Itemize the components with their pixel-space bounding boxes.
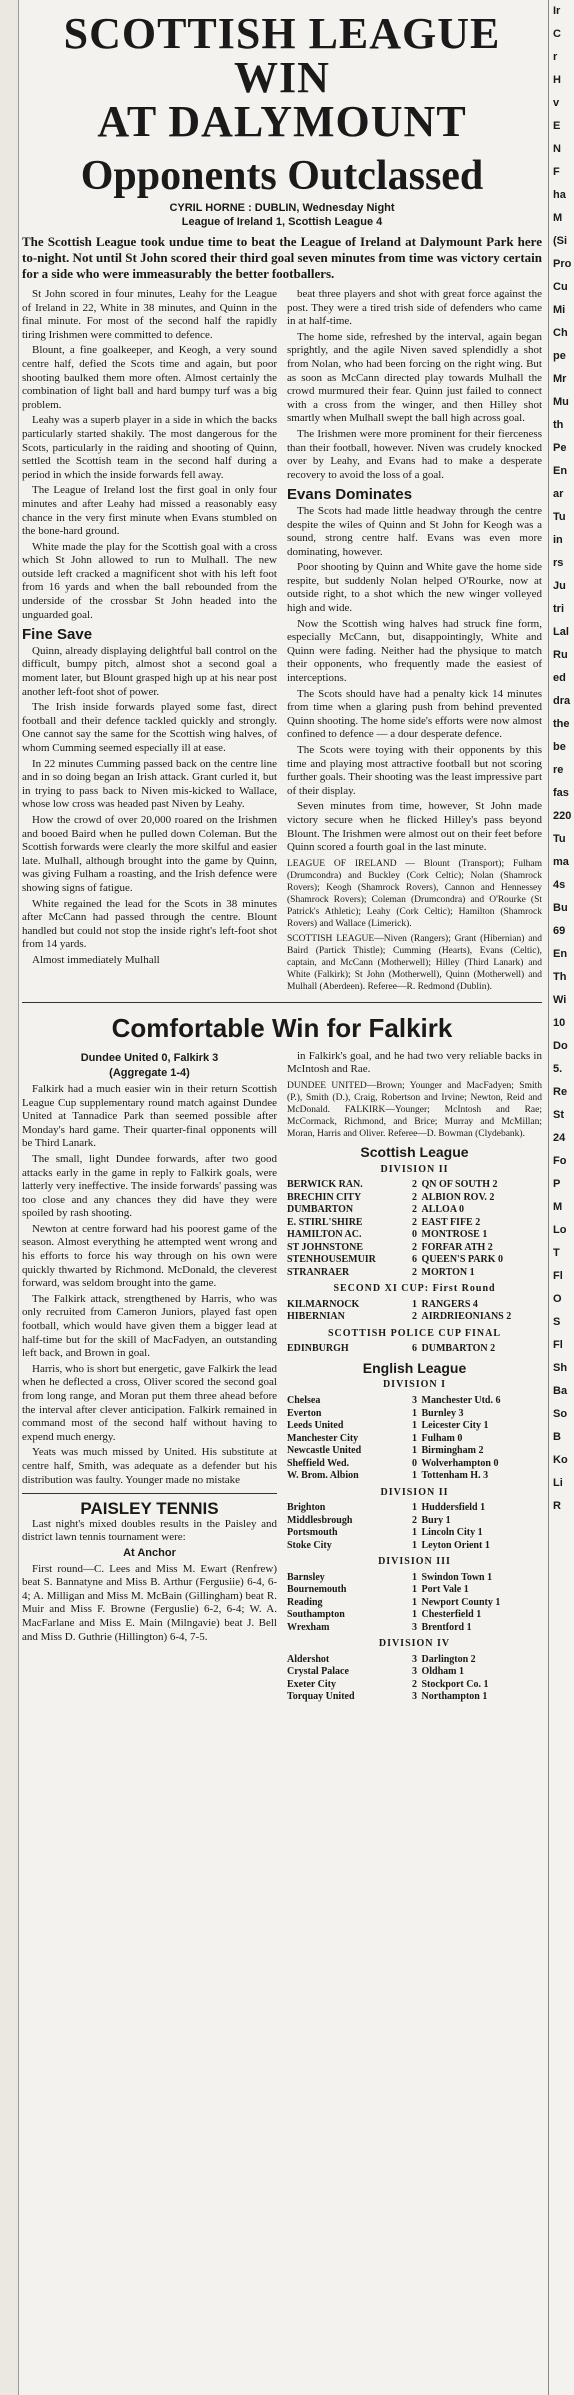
away-team-score: Oldham 1 xyxy=(421,1666,465,1678)
edge-fragment: H xyxy=(553,74,561,86)
home-score: 1 xyxy=(412,1539,417,1551)
result-row xyxy=(287,1420,542,1433)
home-score: 1 xyxy=(412,1407,417,1419)
result-row xyxy=(287,1408,542,1421)
cup-label: SCOTTISH POLICE CUP FINAL xyxy=(327,1327,502,1339)
edge-fragment: Li xyxy=(553,1477,563,1489)
edge-fragment: ma xyxy=(553,856,569,868)
falkirk-score: Dundee United 0, Falkirk 3 xyxy=(80,1051,219,1064)
result-row xyxy=(287,1267,542,1280)
main-column xyxy=(22,0,542,2395)
home-score: 3 xyxy=(412,1621,417,1633)
away-team-score: ALLOA 0 xyxy=(421,1204,465,1216)
away-team-score: RANGERS 4 xyxy=(421,1298,478,1310)
home-score: 0 xyxy=(412,1457,417,1469)
edge-fragment: E xyxy=(553,120,561,132)
adjacent-column-fragment xyxy=(548,0,574,2395)
edge-fragment: 10 xyxy=(553,1017,566,1029)
paragraph: Yeats was much missed by United. His substitute at centre half, Smith, was adequate as a defender but his distribution was faulty. Younger made no mistake xyxy=(22,1446,277,1486)
team-lineup: SCOTTISH LEAGUE—Niven (Rangers); Grant (Hibernian) and Baird (Partick Thistle); Cumming (Hearts), Evans (Celtic), captain, and McCann (Motherwell); Hilley (Third Lanark) and White (Falkirk); St John (Motherwell), Quinn (Motherwell) and Mulhall (Aberdeen). Referee—R. Redmond (Dublin). xyxy=(287,933,542,992)
home-score: 2 xyxy=(412,1241,417,1253)
division-4-results xyxy=(287,1654,542,1704)
home-score: 6 xyxy=(412,1343,417,1355)
edge-fragment: Cu xyxy=(553,281,568,293)
paragraph: St John scored in four minutes, Leahy for the League of Ireland in 22, White in 38 minutes, and Quinn in the final minute. For most of the second half the rapidly tiring Irishmen were committed to defence. xyxy=(22,288,277,341)
home-score: 3 xyxy=(412,1395,417,1406)
paragraph: How the crowd of over 20,000 roared on the Irishmen and booed Baird when he pulled down Coleman. But the Scottish forwards were clearly the more skilful and easier late. Mulhall, although brought into the game by Quinn, was giving Fulham a roasting, and the Irish defence were showing signs of fatigue. xyxy=(22,813,277,894)
edge-fragment: Bu xyxy=(553,902,568,914)
home-score: 6 xyxy=(412,1254,417,1266)
result-row xyxy=(287,1666,542,1679)
paragraph: The Irishmen were more prominent for their fierceness than their football, however. Niven was crudely knocked over by Leahy, and Evans had to make a desperate recovery to avoid the loss of a goal. xyxy=(287,427,542,481)
paragraph: The Scots were toying with their opponents by this time and playing most attractive football but not scoring further goals. Their shooting was the least impressive part of their display. xyxy=(287,744,542,797)
article-column-left xyxy=(22,288,277,996)
paragraph: in Falkirk's goal, and he had two very reliable backs in McIntosh and Rae. xyxy=(287,1049,542,1076)
edge-fragment: rs xyxy=(553,557,564,569)
result-row xyxy=(287,1597,542,1610)
edge-fragment: ed xyxy=(553,672,566,684)
edge-fragment: Ir xyxy=(553,5,561,17)
home-score: 2 xyxy=(412,1266,417,1278)
result-row xyxy=(287,1679,542,1692)
result-row xyxy=(287,1458,542,1471)
edge-fragment: Th xyxy=(553,971,567,983)
away-team-score: QN OF SOUTH 2 xyxy=(421,1179,498,1191)
away-team-score: Darlington 2 xyxy=(421,1653,476,1665)
paragraph: Blount, a fine goalkeeper, and Keogh, a very sound centre half, defied the Scots time and again, but poor shooting baulked them more often. Almost certainly the combination of light ball and hard bumpy turf was a big problem. xyxy=(22,344,277,411)
kicker-headline: Opponents Outclassed xyxy=(80,153,484,199)
home-team: Barnsley xyxy=(287,1571,325,1583)
edge-fragment: Ju xyxy=(553,580,566,592)
lower-columns xyxy=(22,1050,542,1704)
away-team-score: Chesterfield 1 xyxy=(421,1609,482,1621)
paragraph: Leahy was a superb player in a side in which the backs particularly started shakily. The most dangerous for the Scots, particularly in the raiding and shooting of Quinn, settled the Scottish team in the second half during a period in which the inside forwards fell away. xyxy=(22,414,277,481)
edge-fragment: Tu xyxy=(553,833,566,845)
edge-fragment: Fl xyxy=(553,1270,563,1282)
edge-fragment: Ko xyxy=(553,1454,568,1466)
edge-fragment: Mi xyxy=(553,304,566,316)
edge-fragment: be xyxy=(553,741,566,753)
edge-fragment: Do xyxy=(553,1040,568,1052)
home-team: W. Brom. Albion xyxy=(287,1470,359,1481)
subheading: Fine Save xyxy=(22,626,93,644)
home-team: HAMILTON AC. xyxy=(287,1229,362,1241)
home-team: Leeds United xyxy=(287,1420,344,1431)
home-team: Crystal Palace xyxy=(287,1666,349,1678)
edge-fragment: (Si xyxy=(553,235,568,247)
left-gutter xyxy=(0,0,19,2395)
result-row xyxy=(287,1527,542,1540)
result-row xyxy=(287,1654,542,1667)
edge-fragment: Lal xyxy=(553,626,569,638)
tennis-intro: Last night's mixed doubles results in the Paisley and district lawn tennis tournament were: xyxy=(22,1517,277,1544)
main-headline xyxy=(22,9,542,146)
division-label: DIVISION III xyxy=(378,1556,451,1568)
edge-fragment: 5. xyxy=(553,1063,563,1075)
result-row xyxy=(287,1217,542,1230)
home-score: 1 xyxy=(412,1571,417,1583)
away-team-score: Birmingham 2 xyxy=(421,1445,484,1456)
edge-fragment: 220 xyxy=(553,810,572,822)
home-team: Middlesbrough xyxy=(287,1514,353,1526)
home-score: 2 xyxy=(412,1179,417,1191)
home-score: 1 xyxy=(412,1502,417,1514)
edge-fragment: Sh xyxy=(553,1362,568,1374)
result-row xyxy=(287,1502,542,1515)
edge-fragment: T xyxy=(553,1247,560,1259)
result-row xyxy=(287,1311,542,1324)
result-row xyxy=(287,1299,542,1312)
home-score: 2 xyxy=(412,1678,417,1690)
edge-fragment: St xyxy=(553,1109,564,1121)
away-team-score: Wolverhampton 0 xyxy=(421,1457,499,1469)
result-row xyxy=(287,1470,542,1483)
edge-fragment: Mr xyxy=(553,373,567,385)
divider xyxy=(22,1493,277,1494)
away-team-score: Northampton 1 xyxy=(421,1691,488,1703)
result-row xyxy=(287,1192,542,1205)
paragraph: beat three players and shot with great force against the post. They were a tired trish side of defenders who came in at half-time. xyxy=(287,288,542,328)
paragraph: Harris, who is short but energetic, gave Falkirk the lead when he deflected a cross, Oliver scored the second goal from long range, and Moran put them three ahead before the interval after clever anticipation. Falkirk remained in command most of the second half without having to expend much energy. xyxy=(22,1362,277,1443)
match-result: League of Ireland 1, Scottish League 4 xyxy=(181,216,383,228)
edge-fragment: C xyxy=(553,28,561,40)
away-team-score: MONTROSE 1 xyxy=(421,1229,488,1241)
tennis-subheading: At Anchor xyxy=(123,1546,176,1559)
edge-fragment: Re xyxy=(553,1086,568,1098)
home-team: BERWICK RAN. xyxy=(287,1179,363,1191)
home-team: Aldershot xyxy=(287,1653,330,1665)
edge-fragment: v xyxy=(553,97,560,109)
away-team-score: Stockport Co. 1 xyxy=(421,1678,489,1690)
second-xi-results xyxy=(287,1299,542,1324)
home-team: EDINBURGH xyxy=(287,1343,349,1355)
home-team: Reading xyxy=(287,1596,323,1608)
home-score: 2 xyxy=(412,1204,417,1216)
paragraph: White made the play for the Scottish goal with a cross which St John allowed to run to Mulhall. The new outside left cracked a magnificent shot with his left foot from 16 yards and when the ball rebounded from the underside of the crossbar St John headed into the unguarded goal. xyxy=(22,540,277,621)
edge-fragment: O xyxy=(553,1293,562,1305)
result-row xyxy=(287,1515,542,1528)
result-row xyxy=(287,1343,542,1356)
away-team-score: Leyton Orient 1 xyxy=(421,1539,490,1551)
away-team-score: Burnley 3 xyxy=(421,1407,464,1419)
edge-fragment: Tu xyxy=(553,511,566,523)
article-columns xyxy=(22,288,542,996)
edge-fragment: F xyxy=(553,166,560,178)
edge-fragment: S xyxy=(553,1316,561,1328)
divider xyxy=(22,1002,542,1003)
result-row xyxy=(287,1540,542,1553)
headline-line-1: SCOTTISH LEAGUE WIN xyxy=(63,9,501,102)
lead-paragraph: The Scottish League took undue time to beat the League of Ireland at Dalymount Park here to-night. Not until St John scored their third goal seven minutes from time was victory certain for a side who were immeasurably the better footballers. xyxy=(22,234,542,281)
byline: CYRIL HORNE : DUBLIN, Wednesday Night xyxy=(169,202,395,214)
edge-fragment: Ru xyxy=(553,649,568,661)
edge-fragment: N xyxy=(553,143,561,155)
result-row xyxy=(287,1445,542,1458)
subheading: Evans Dominates xyxy=(287,486,413,504)
division-1-results xyxy=(287,1395,542,1483)
home-team: ST JOHNSTONE xyxy=(287,1241,364,1253)
home-score: 2 xyxy=(412,1216,417,1228)
paragraph: Quinn, already displaying delightful ball control on the difficult, bumpy pitch, almost shot a second goal a moment later, but Blount grasped high up at his near post another left-foot shot of power. xyxy=(22,644,277,698)
scottish-results xyxy=(287,1179,542,1279)
result-row xyxy=(287,1433,542,1446)
home-team: Manchester City xyxy=(287,1432,359,1444)
falkirk-headline: Comfortable Win for Falkirk xyxy=(111,1012,453,1043)
result-row xyxy=(287,1584,542,1597)
home-team: KILMARNOCK xyxy=(287,1298,360,1310)
edge-fragment: the xyxy=(553,718,570,730)
edge-fragment: ar xyxy=(553,488,564,500)
away-team-score: Manchester Utd. 6 xyxy=(421,1395,501,1406)
home-team: Southampton xyxy=(287,1609,345,1621)
result-row xyxy=(287,1609,542,1622)
home-score: 1 xyxy=(412,1445,417,1456)
home-score: 1 xyxy=(412,1420,417,1431)
home-score: 1 xyxy=(412,1298,417,1310)
home-team: STENHOUSEMUIR xyxy=(287,1254,376,1266)
results-column xyxy=(287,1050,542,1704)
away-team-score: Brentford 1 xyxy=(421,1621,472,1633)
home-score: 2 xyxy=(412,1311,417,1323)
paragraph: Newton at centre forward had his poorest game of the season. Almost everything he attempted went wrong and his efforts to force his way through on his own were quickly thwarted by Richmond. McDonald, the cleverest forward, was seldom brought into the game. xyxy=(22,1222,277,1290)
paragraph: White regained the lead for the Scots in 38 minutes after McCann had passed through the centre. Blount handled but could not stop the inside right's left-foot shot from 14 yards. xyxy=(22,897,277,951)
home-score: 2 xyxy=(412,1514,417,1526)
team-lineup: LEAGUE OF IRELAND — Blount (Transport); Fulham (Drumcondra) and Buckley (Cork Celtic); Nolan (Shamrock Rovers); Keogh (Shamrock Rovers), Cannon and Hennessey (Shamrock Rovers); Coleman (Drumcondra) and O'Rourke (St Patrick's Athletic); Leahy (Cork Celtic); Hamilton (Shamrock Rovers) and Wallace (Limerick). xyxy=(287,858,542,929)
edge-fragment: P xyxy=(553,1178,561,1190)
away-team-score: DUMBARTON 2 xyxy=(421,1343,496,1355)
police-cup-results xyxy=(287,1343,542,1356)
edge-fragment: Pe xyxy=(553,442,567,454)
paragraph: In 22 minutes Cumming passed back on the centre line and in so doing began an Irish attack. Grant curled it, but in trying to pass back to Niven mis-kicked to Wallace, whose low cross was headed past Niven by Leahy. xyxy=(22,757,277,811)
edge-fragment: So xyxy=(553,1408,568,1420)
home-team: Stoke City xyxy=(287,1539,332,1551)
home-team: Sheffield Wed. xyxy=(287,1457,350,1469)
edge-fragment: M xyxy=(553,212,563,224)
home-score: 1 xyxy=(412,1432,417,1444)
edge-fragment: Mu xyxy=(553,396,569,408)
home-team: Bournemouth xyxy=(287,1584,347,1596)
paragraph: Almost immediately Mulhall xyxy=(32,953,160,966)
home-team: HIBERNIAN xyxy=(287,1311,345,1323)
division-label: DIVISION II xyxy=(380,1486,449,1498)
edge-fragment: pe xyxy=(553,350,566,362)
away-team-score: EAST FIFE 2 xyxy=(421,1216,481,1228)
edge-fragment: 24 xyxy=(553,1132,566,1144)
away-team-score: Leicester City 1 xyxy=(421,1420,489,1431)
home-team: Portsmouth xyxy=(287,1527,338,1539)
away-team-score: Lincoln City 1 xyxy=(421,1527,483,1539)
division-label: DIVISION II xyxy=(380,1163,449,1175)
edge-fragment: in xyxy=(553,534,563,546)
home-team: BRECHIN CITY xyxy=(287,1191,362,1203)
scottish-league-heading: Scottish League xyxy=(360,1143,469,1160)
home-team: Exeter City xyxy=(287,1678,336,1690)
result-row xyxy=(287,1572,542,1585)
edge-fragment: Fl xyxy=(553,1339,563,1351)
away-team-score: ALBION ROV. 2 xyxy=(421,1191,495,1203)
falkirk-column xyxy=(22,1050,277,1704)
home-score: 1 xyxy=(412,1609,417,1621)
result-row xyxy=(287,1242,542,1255)
paragraph: Seven minutes from time, however, St John made victory secure when he flicked Hilley's pass beyond Blount. The Irishmen were almost out on their feet before Quinn scored a fourth goal in the last minute. xyxy=(287,800,542,854)
paragraph: The Scots had made little headway through the centre despite the wiles of Quinn and St John for Keogh was a sound, strong centre half. Evans was even more dominating, however. xyxy=(287,504,542,558)
home-team: Everton xyxy=(287,1407,322,1419)
away-team-score: Swindon Town 1 xyxy=(421,1571,493,1583)
home-team: E. STIRL'SHIRE xyxy=(287,1216,363,1228)
paragraph: The small, light Dundee forwards, after two good attacks early in the game in reply to Falkirk goals, were latterly very ineffective. The inside forwards' passing was too close and any chances they did have they were spoiled by rash shooting. xyxy=(22,1152,277,1220)
falkirk-aggregate: (Aggregate 1-4) xyxy=(109,1067,190,1080)
away-team-score: Bury 1 xyxy=(421,1514,451,1526)
tennis-results: First round—C. Lees and Miss M. Ewart (Renfrew) beat S. Bannatyne and Miss B. Arthur (Fergusiie) 6-4, 6-4; A. Milligan and Miss M. McBain (Gillingham) beat R. Muir and Miss F. Browne (Ferguslie) 6-2, 6-4; W. A. MacFarlane and Miss E. Main (Milngavie) beat J. Bell and Miss D. Guthrie (Hillington) 6-4, 7-5. xyxy=(22,1562,277,1643)
paragraph: Falkirk had a much easier win in their return Scottish League Cup supplementary round match against Dundee United at Tannadice Park than seemed possible after Monday's hard game. Their quarter-final opponents will be Third Lanark. xyxy=(22,1082,277,1150)
edge-fragment: En xyxy=(553,948,568,960)
result-row xyxy=(287,1229,542,1242)
paragraph: The Falkirk attack, strengthened by Harris, who was only recruited from Cameron Juniors, played fast open football, which would have given them a bigger lead at half-time but for the skill of MacFadyen, an outstanding left back, and Brown in goal. xyxy=(22,1292,277,1360)
edge-fragment: r xyxy=(553,51,558,63)
edge-fragment: Wi xyxy=(553,994,567,1006)
edge-fragment: En xyxy=(553,465,568,477)
away-team-score: Newport County 1 xyxy=(421,1596,501,1608)
result-row xyxy=(287,1179,542,1192)
edge-fragment: re xyxy=(553,764,564,776)
edge-fragment: B xyxy=(553,1431,561,1443)
paragraph: The home side, refreshed by the interval, again began sprightly, and the agile Niven saved splendidly a shot from Nolan, who had been forcing on the right wing. But as soon as McCann directed play towards Mulhall the crowd murmured their fear. Quinn just failed to connect with a cross from the winger, and then Hilley shot smartly when Mulhall swept the ball high across goal. xyxy=(287,330,542,425)
home-team: STRANRAER xyxy=(287,1266,350,1278)
paragraph: Now the Scottish wing halves had struck fine form, especially McCann, but, disappointingly, White and Quinn were fading. Neither had the physique to match their opponents, who frequently made the easiest of interceptions. xyxy=(287,617,542,685)
home-team: Wrexham xyxy=(287,1621,330,1633)
division-2-results xyxy=(287,1502,542,1552)
edge-fragment: fas xyxy=(553,787,569,799)
home-score: 1 xyxy=(412,1527,417,1539)
home-team: Newcastle United xyxy=(287,1445,362,1456)
result-row xyxy=(287,1395,542,1408)
home-team: Torquay United xyxy=(287,1691,355,1703)
home-score: 3 xyxy=(412,1666,417,1678)
edge-fragment: Ch xyxy=(553,327,568,339)
edge-fragment: Pro xyxy=(553,258,572,270)
result-row xyxy=(287,1254,542,1267)
edge-fragment: R xyxy=(553,1500,561,1512)
home-score: 1 xyxy=(412,1470,417,1481)
edge-fragment: Ba xyxy=(553,1385,568,1397)
tennis-headline: PAISLEY TENNIS xyxy=(80,1499,219,1519)
home-team: Brighton xyxy=(287,1502,326,1514)
result-row xyxy=(287,1622,542,1635)
home-score: 1 xyxy=(412,1596,417,1608)
edge-fragment: M xyxy=(553,1201,563,1213)
cup-label: SECOND XI CUP: First Round xyxy=(333,1283,496,1295)
home-score: 0 xyxy=(412,1229,417,1241)
away-team-score: FORFAR ATH 2 xyxy=(421,1241,493,1253)
away-team-score: QUEEN'S PARK 0 xyxy=(421,1254,503,1266)
home-team: Chelsea xyxy=(287,1395,321,1406)
away-team-score: AIRDRIEONIANS 2 xyxy=(421,1311,512,1323)
result-row xyxy=(287,1204,542,1217)
team-lineup: DUNDEE UNITED—Brown; Younger and MacFadyen; Smith (P.), Smith (D.), Craig, Robertson and Irvine; Newton, Reid and McDonald. FALKIRK—Younger; McIntosh and Rae; McCormack, Richmond, and Brice; Murray and McMillan; Moran, Harris and Oliver. Referee—D. Bowman (Clydebank). xyxy=(287,1080,542,1139)
paragraph: The Irish inside forwards played some fast, direct football and their defence tackled quickly and strongly. One cannot say the same for the Scottish wing halves, of whom Cumming seemed especially ill at ease. xyxy=(22,701,277,754)
home-score: 1 xyxy=(412,1584,417,1596)
division-label: DIVISION IV xyxy=(378,1638,451,1650)
edge-fragment: ha xyxy=(553,189,566,201)
home-team: DUMBARTON xyxy=(287,1204,354,1216)
article-column-right xyxy=(287,288,542,996)
home-score: 3 xyxy=(412,1653,417,1665)
edge-fragment: tri xyxy=(553,603,564,615)
home-score: 2 xyxy=(412,1191,417,1203)
division-3-results xyxy=(287,1572,542,1635)
edge-fragment: Fo xyxy=(553,1155,567,1167)
away-team-score: Fulham 0 xyxy=(421,1432,463,1444)
result-row xyxy=(287,1691,542,1704)
headline-line-2: AT DALYMOUNT xyxy=(97,97,467,146)
paragraph: The Scots should have had a penalty kick 14 minutes from time when a glaring push from behind prevented Quinn shooting. The home side's efforts were now almost confined to defence — a dour desperate defence. xyxy=(287,687,542,741)
english-league-heading: English League xyxy=(362,1359,467,1376)
away-team-score: Tottenham H. 3 xyxy=(421,1470,489,1481)
division-label: DIVISION I xyxy=(382,1379,447,1391)
paragraph: The League of Ireland lost the first goal in only four minutes and after Leahy had missed a reasonably easy chance in the very first minute when Evans stumbled on the bone-hard ground. xyxy=(22,484,277,538)
edge-fragment: 69 xyxy=(553,925,566,937)
away-team-score: Port Vale 1 xyxy=(421,1584,469,1596)
away-team-score: MORTON 1 xyxy=(421,1266,475,1278)
edge-fragment: dra xyxy=(553,695,571,707)
away-team-score: Huddersfield 1 xyxy=(421,1502,486,1514)
home-score: 3 xyxy=(412,1691,417,1703)
edge-fragment: 4s xyxy=(553,879,566,891)
edge-fragment: Lo xyxy=(553,1224,567,1236)
paragraph: Poor shooting by Quinn and White gave the home side respite, but suddenly Nolan helped O'Rourke, now at outside right, to a shot which the new winger volleyed high and wide. xyxy=(287,561,542,615)
edge-fragment: th xyxy=(553,419,564,431)
